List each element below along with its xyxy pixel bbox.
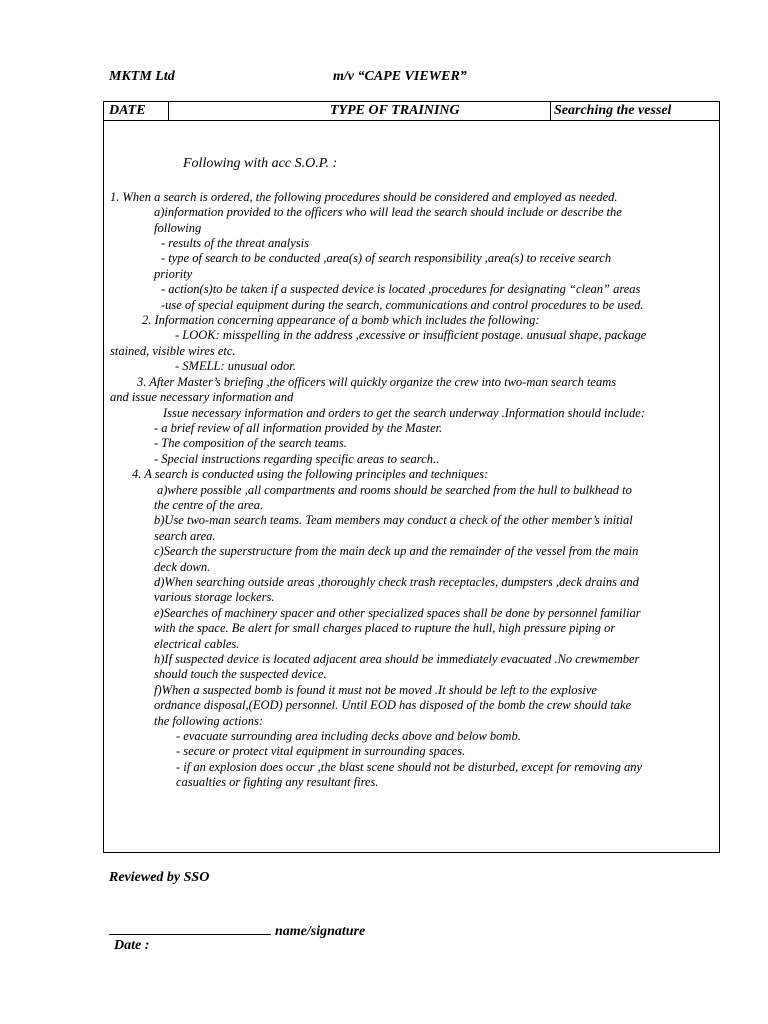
paragraph-line: - Special instructions regarding specific areas to search.. xyxy=(154,452,440,466)
paragraph-line: 4. A search is conducted using the following principles and techniques: xyxy=(132,467,489,481)
paragraph-line: - action(s)to be taken if a suspected device is located ,procedures for designating “clean” areas xyxy=(161,282,641,296)
paragraph-line: 2. Information concerning appearance of a bomb which includes the following: xyxy=(142,313,540,327)
paragraph-line: - if an explosion does occur ,the blast scene should not be disturbed, except for removing any xyxy=(176,760,643,774)
paragraph-line: priority xyxy=(154,267,193,281)
paragraph-line: b)Use two-man search teams. Team members may conduct a check of the other member’s initial xyxy=(154,513,633,527)
paragraph-line: deck down. xyxy=(154,560,211,574)
paragraph-line: - LOOK: misspelling in the address ,excessive or insufficient postage. unusual shape, package xyxy=(175,328,647,342)
reviewed-by-label: Reviewed by SSO xyxy=(109,870,210,885)
paragraph-line: c)Search the superstructure from the main deck up and the remainder of the vessel from the main xyxy=(154,544,639,558)
table-header-row xyxy=(104,102,719,121)
paragraph-line: should touch the suspected device. xyxy=(154,667,327,681)
paragraph-line: the centre of the area. xyxy=(154,498,264,512)
paragraph-line: electrical cables. xyxy=(154,637,240,651)
paragraph-line: - The composition of the search teams. xyxy=(154,436,347,450)
paragraph-line: - results of the threat analysis xyxy=(161,236,310,250)
paragraph-line: Issue necessary information and orders to get the search underway .Information should include: xyxy=(163,406,646,420)
paragraph-line: 3. After Master’s briefing ,the officers will quickly organize the crew into two-man search teams xyxy=(137,375,617,389)
paragraph-line: - SMELL: unusual odor. xyxy=(175,359,296,373)
paragraph-line: a)where possible ,all compartments and rooms should be searched from the hull to bulkhead to xyxy=(157,483,632,497)
paragraph-line: various storage lockers. xyxy=(154,590,275,604)
paragraph-line: e)Searches of machinery spacer and other specialized spaces shall be done by personnel familiar xyxy=(154,606,641,620)
paragraph-line: 1. When a search is ordered, the following procedures should be considered and employed as needed. xyxy=(110,190,618,204)
vessel-name: m/v “CAPE VIEWER” xyxy=(333,69,467,84)
intro-line: Following with acc S.O.P. : xyxy=(183,156,338,171)
paragraph-line: with the space. Be alert for small charges placed to rupture the hull, high pressure piping or xyxy=(154,621,616,635)
paragraph-line: - type of search to be conducted ,area(s) of search responsibility ,area(s) to receive search xyxy=(161,251,612,265)
paragraph-line: - evacuate surrounding area including decks above and below bomb. xyxy=(176,729,521,743)
paragraph-line: following xyxy=(154,221,202,235)
training-record-box xyxy=(103,101,720,853)
company-name: MKTM Ltd xyxy=(109,69,175,84)
paragraph-line: - a brief review of all information provided by the Master. xyxy=(154,421,443,435)
signature-label: name/signature xyxy=(275,924,366,939)
paragraph-line: d)When searching outside areas ,thoroughly check trash receptacles, dumpsters ,deck drains and xyxy=(154,575,639,589)
date-label: Date : xyxy=(114,938,150,953)
paragraph-line: the following actions: xyxy=(154,714,264,728)
paragraph-line: f)When a suspected bomb is found it must not be moved .It should be left to the explosive xyxy=(154,683,597,697)
date-column-header: DATE xyxy=(104,102,169,120)
paragraph-line: ordnance disposal,(EOD) personnel. Until EOD has disposed of the bomb the crew should take xyxy=(154,698,632,712)
paragraph-line: a)information provided to the officers who will lead the search should include or describe the xyxy=(154,205,622,219)
paragraph-line: -use of special equipment during the search, communications and control procedures to be used. xyxy=(161,298,644,312)
paragraph-line: - secure or protect vital equipment in surrounding spaces. xyxy=(176,744,466,758)
training-type-column-header: TYPE OF TRAINING xyxy=(169,102,551,120)
training-topic-cell: Searching the vessel xyxy=(554,103,672,118)
signature-blank xyxy=(109,922,271,935)
paragraph-line: stained, visible wires etc. xyxy=(110,344,236,358)
paragraph-line: h)If suspected device is located adjacent area should be immediately evacuated .No crewmember xyxy=(154,652,640,666)
paragraph-line: search area. xyxy=(154,529,216,543)
paragraph-line: casualties or fighting any resultant fires. xyxy=(176,775,379,789)
paragraph-line: and issue necessary information and xyxy=(110,390,294,404)
